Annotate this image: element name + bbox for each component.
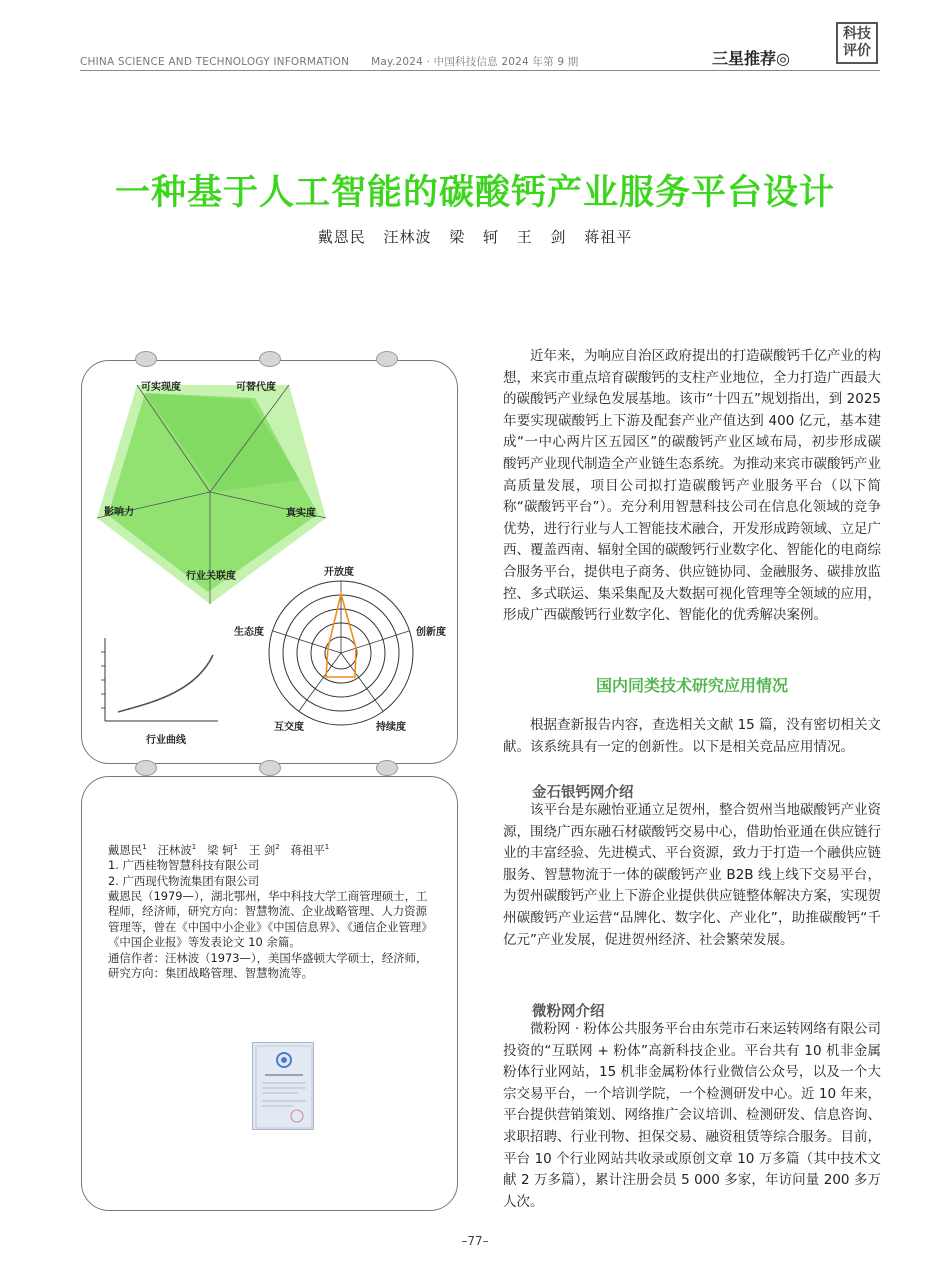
label-authenticity: 真实度 [286, 508, 316, 519]
journal-name-en: CHINA SCIENCE AND TECHNOLOGY INFORMATION [80, 56, 350, 68]
section-heading: 国内同类技术研究应用情况 [595, 676, 788, 695]
bio-intro: 戴恩民（1979—），湖北鄂州，华中科技大学工商管理硕士，工程师，经济师，研究方向：智慧物流、企业战略管理、人力资源管理等，曾在《中国中小企业》《中国信息界》、《通信企业管理》《中国企业报》等发表论文 10 余篇。 [108, 889, 433, 950]
label-sustainability: 持续度 [376, 722, 406, 733]
badge-line-1: 科技 [843, 26, 871, 42]
paragraph-search-report: 根据查新报告内容，查选相关文献 15 篇，没有密切相关文献。该系统具有一定的创新性。以下是相关竞品应用情况。 [503, 717, 881, 755]
author-list: 戴恩民 汪林波 梁 轲 王 剑 蒋祖平 [317, 228, 633, 246]
bio-authors: 戴恩民$^1$ 汪林波$^1$ 梁 轲$^1$ 王 剑$^2$ 蒋祖平$^1$ [108, 842, 330, 857]
paragraph-jinshi: 该平台是东融怡亚通立足贺州，整合贺州当地碳酸钙产业资源，围绕广西东融石材碳酸钙交易中心，借助怡亚通在供应链行业的丰富经验、先进模式、平台资源，致力于打造一个融供应链服务、智慧物流于一体的碳酸钙产业 B2B 线上线下交易平台，为贺州碳酸钙产业上下游企业提供供应链整体解决方案，实现贺州碳酸钙产业运营“品牌化、数字化、产业化”，助推碳酸钙“千亿元”产业发展，促进贺州经济、社会繁荣发展。 [503, 802, 881, 948]
certificate-thumbnail [252, 1042, 314, 1130]
industry-curve [118, 655, 213, 712]
badge-line-2: 评价 [843, 43, 871, 59]
label-interactivity: 互交度 [274, 722, 304, 733]
industry-curve-chart [101, 638, 218, 746]
subheading-jinshi: 金石银钙网介绍 [532, 785, 634, 801]
label-influence: 影响力 [104, 507, 134, 518]
article-title: 一种基于人工智能的碳酸钙产业服务平台设计 [114, 173, 835, 213]
certificate-icon [253, 1043, 315, 1131]
label-industry-curve: 行业曲线 [146, 735, 186, 746]
label-openness: 开放度 [324, 567, 354, 578]
author-bio [108, 840, 438, 981]
paragraph-intro: 近年来，为响应自治区政府提出的打造碳酸钙千亿产业的构想，来宾市重点培育碳酸钙的支柱产业地位，全力打造广西最大的碳酸钙产业绿色发展基地。该市“十四五”规划指出，到 2025 年要实现碳酸钙上下游及配套产业产值达到 400 亿元，基本建成“一中心两片区五园区”的碳酸钙产业区域布局，初步形成碳酸钙产业现代制造全产业链生态系统。为推动来宾市碳酸钙产业高质量发展，项目公司拟打造碳酸钙产业服务平台（以下简称“碳酸钙平台”）。充分利用智慧科技公司在信息化领域的竞争优势，进行行业与人工智能技术融合，开发形成跨领域、立足广西、覆盖西南、辐射全国的碳酸钙行业数字化、智能化的电商综合服务平台，提供电子商务、供应链协同、金融服务、碳排放监控、多式联运、集采集配及大数据可视化管理等全领域的应用，形成广西碳酸钙行业数字化、智能化的优秀解决案例。 [503, 348, 881, 624]
bio-affiliation-2: 2. 广西现代物流集团有限公司 [108, 873, 260, 888]
pentagon-chart [97, 380, 326, 604]
radar-chart [234, 565, 446, 733]
recommend-label: 三星推荐◎ [712, 49, 790, 68]
label-industry-relevance: 行业关联度 [186, 571, 236, 582]
label-substitutability: 可替代度 [236, 382, 276, 393]
label-ecology: 生态度 [234, 627, 264, 638]
page-number: –77– [461, 1234, 489, 1248]
subheading-weifen: 微粉网介绍 [532, 1004, 605, 1020]
bio-contact: 通信作者：汪林波（1973—），美国华盛顿大学硕士，经济师，研究方向：集团战略管理、智慧物流等。 [108, 950, 428, 981]
label-feasibility: 可实现度 [141, 382, 181, 393]
issue-info: May.2024 · 中国科技信息 2024 年第 9 期 [371, 56, 579, 68]
paragraph-weifen: 微粉网 · 粉体公共服务平台由东莞市石来运转网络有限公司投资的“互联网 + 粉体”高新科技企业。平台共有 10 机非金属粉体行业网站，15 机非金属粉体行业微信公众号，以及一个大宗交易平台，一个培训学院，一个检测研发中心。近 10 年来，平台提供营销策划、网络推广会议培训、检测研发、信息咨询、求职招聘、行业刊物、担保交易、融资租赁等综合服务。目前，平台 10 个行业网站共收录或原创文章 10 万多篇（其中技术文献 2 万多篇），累计注册会员 5 000 多家，年访问量 200 多万人次。 [503, 1021, 881, 1210]
label-innovation: 创新度 [416, 627, 446, 638]
bio-affiliation-1: 1. 广西桂物智慧科技有限公司 [108, 858, 260, 873]
